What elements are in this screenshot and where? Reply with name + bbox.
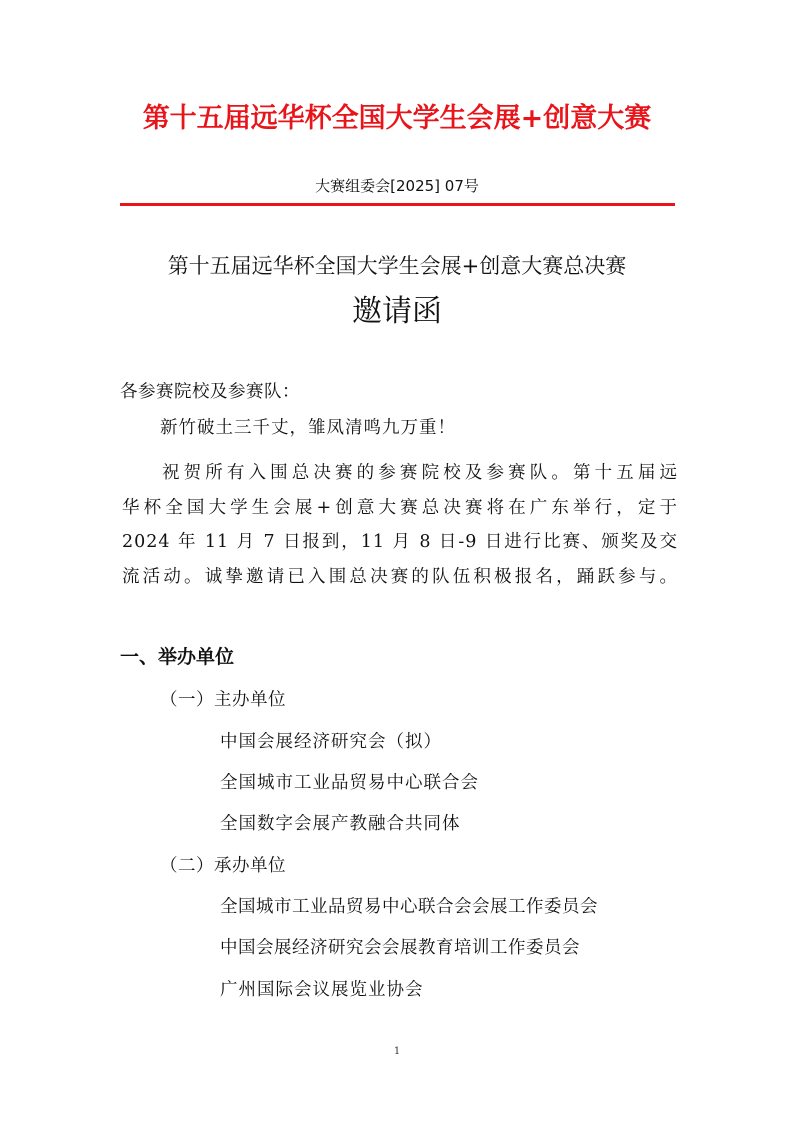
organizer-unit-item: 广州国际会议展览业协会: [220, 980, 424, 1000]
organizer-unit-item: 全国城市工业品贸易中心联合会会展工作委员会: [220, 897, 598, 917]
document-number: 大赛组委会[2025] 07号: [315, 177, 479, 195]
paragraph-line: 2024 年 11 月 7 日报到，11 月 8 日-9 日进行比赛、颁奖及交: [122, 532, 678, 552]
salutation: 各参赛院校及参赛队：: [120, 382, 300, 402]
host-unit-item: 全国数字会展产教融合共同体: [220, 814, 461, 834]
organizer-units-label: （二）承办单位: [160, 856, 286, 876]
host-units-label: （一）主办单位: [160, 690, 286, 710]
paragraph-line: 华杯全国大学生会展+创意大赛总决赛将在广东举行，定于: [122, 497, 678, 518]
quote-line: 新竹破土三千丈，雏凤清鸣九万重！: [160, 418, 456, 438]
invitation-title-line1: 第十五届远华杯全国大学生会展+创意大赛总决赛: [167, 254, 627, 278]
body-paragraph: [122, 463, 678, 594]
page-number: 1: [393, 1046, 401, 1057]
organizer-unit-item: 中国会展经济研究会会展教育培训工作委员会: [220, 938, 580, 958]
host-unit-item: 中国会展经济研究会（拟）: [220, 732, 442, 752]
invitation-title-line2: 邀请函: [352, 294, 442, 329]
header-divider: [120, 203, 675, 206]
section-heading: 一、举办单位: [120, 646, 235, 668]
paragraph-line: 祝贺所有入围总决赛的参赛院校及参赛队。第十五届远: [162, 463, 678, 483]
document-header-title: 第十五届远华杯全国大学生会展+创意大赛: [142, 103, 652, 134]
host-unit-item: 全国城市工业品贸易中心联合会: [220, 773, 479, 793]
paragraph-line: 流活动。诚挚邀请已入围总决赛的队伍积极报名，踊跃参与。: [122, 566, 678, 587]
